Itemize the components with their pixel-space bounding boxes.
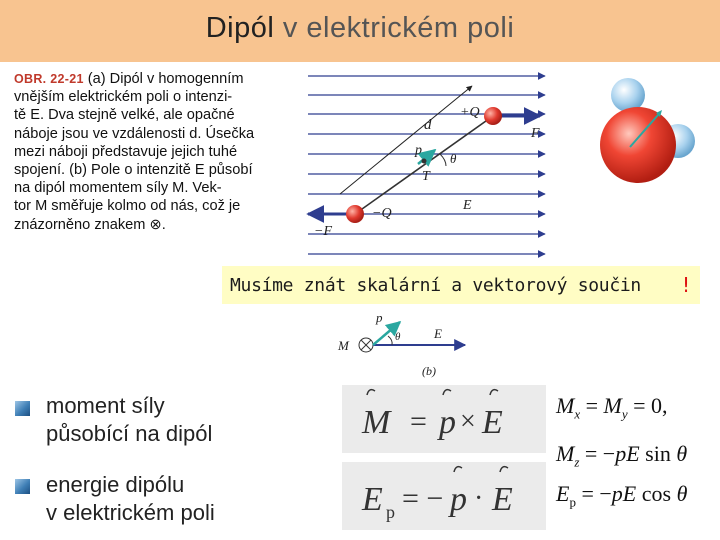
label-d: d <box>424 117 432 133</box>
caption-line-9: znázorněno znakem ⊗. <box>14 216 166 233</box>
formula-1-times: × <box>460 406 476 437</box>
label-p: p <box>415 143 422 158</box>
oxygen-atom <box>600 107 676 183</box>
formula-2-eq: = − <box>402 482 444 515</box>
row-1-label <box>46 392 212 448</box>
label-e: E <box>463 198 472 213</box>
title-word-dipol: Dipól <box>205 12 275 44</box>
water-molecule-illustration <box>580 65 700 195</box>
label-theta: θ <box>450 151 457 166</box>
title-bar <box>0 0 720 62</box>
fig-b-label-theta: θ <box>395 331 401 343</box>
row-1-line-2: působící na dipól <box>46 421 213 446</box>
torque-components-line-1: $M_x = M_y = 0$, <box>556 393 668 422</box>
formula-1-p: p <box>439 404 456 441</box>
torque-formula <box>342 385 546 453</box>
hydrogen-atom-top <box>611 78 645 112</box>
label-plus-q: +Q <box>460 105 480 120</box>
note-exclamation: ! <box>680 273 693 297</box>
torque-point <box>422 159 427 164</box>
negative-charge <box>346 205 364 223</box>
formula-1-eq: = <box>410 405 427 438</box>
torque-diagram-b <box>330 310 480 380</box>
caption-line-5: mezi náboji představuje jejich tuhé <box>14 143 238 160</box>
row-1-line-1: moment síly <box>46 393 165 418</box>
caption-line-8: tor M směřuje kolmo od nás, což je <box>14 198 241 215</box>
note-highlight <box>222 266 700 304</box>
energy-formula-box <box>342 462 546 530</box>
caption-line-4: náboje jsou ve vzdálenosti d. Úsečka <box>14 125 255 142</box>
label-f: F <box>531 126 540 141</box>
formula-2-lhs: E <box>362 481 383 518</box>
fig-b-label-m: M <box>338 338 349 353</box>
formula-1-lhs: M <box>362 404 391 441</box>
torque-formula-box <box>342 385 546 453</box>
theta-arc <box>440 154 446 166</box>
row-2-line-2: v elektrickém poli <box>46 500 215 525</box>
label-minus-f: −F <box>314 224 332 239</box>
fig-b-label-p: p <box>376 310 383 325</box>
slide-title <box>0 12 720 45</box>
field-lines <box>308 76 545 254</box>
formula-2-p: p <box>450 481 467 518</box>
caption-line-3: tě E. Dva stejně velké, ale opačné <box>14 107 235 124</box>
caption-line-2: vnějším elektrickém poli o intenzi- <box>14 89 233 106</box>
caption-line-7: na dipól momentem síly M. Vek- <box>14 180 222 197</box>
caption-text-1: (a) Dipól v homogenním <box>87 71 244 87</box>
row-2-line-1: energie dipólu <box>46 472 185 497</box>
caption-line-1 <box>14 70 276 88</box>
row-2-label <box>46 471 215 527</box>
formula-2-dot: · <box>474 483 484 514</box>
title-rest: v elektrickém poli <box>282 12 515 44</box>
label-minus-q: −Q <box>372 206 392 221</box>
bullet-icon <box>15 479 30 494</box>
formula-2-e: E <box>492 481 513 518</box>
energy-expression: $E_p = -pE$ cos θ <box>556 481 688 510</box>
caption-line-6: spojení. (b) Pole o intenzitě E působí <box>14 162 253 179</box>
dipole-field-diagram <box>300 64 555 264</box>
fig-b-caption: (b) <box>422 364 436 378</box>
fig-b-label-e: E <box>434 326 442 341</box>
figure-caption <box>14 70 276 234</box>
formula-2-lhs-sub: p <box>386 502 395 522</box>
bullet-icon <box>15 401 30 416</box>
formula-1-e: E <box>482 404 503 441</box>
label-t: T <box>422 169 430 184</box>
note-text: Musíme znát skalární a vektorový součin <box>230 275 641 296</box>
energy-formula <box>342 462 546 530</box>
torque-components <box>556 386 687 483</box>
torque-components-line-2: $M_z = -pE$ sin θ <box>556 441 688 470</box>
figure-label: OBR. 22-21 <box>14 72 84 86</box>
positive-charge <box>484 107 502 125</box>
